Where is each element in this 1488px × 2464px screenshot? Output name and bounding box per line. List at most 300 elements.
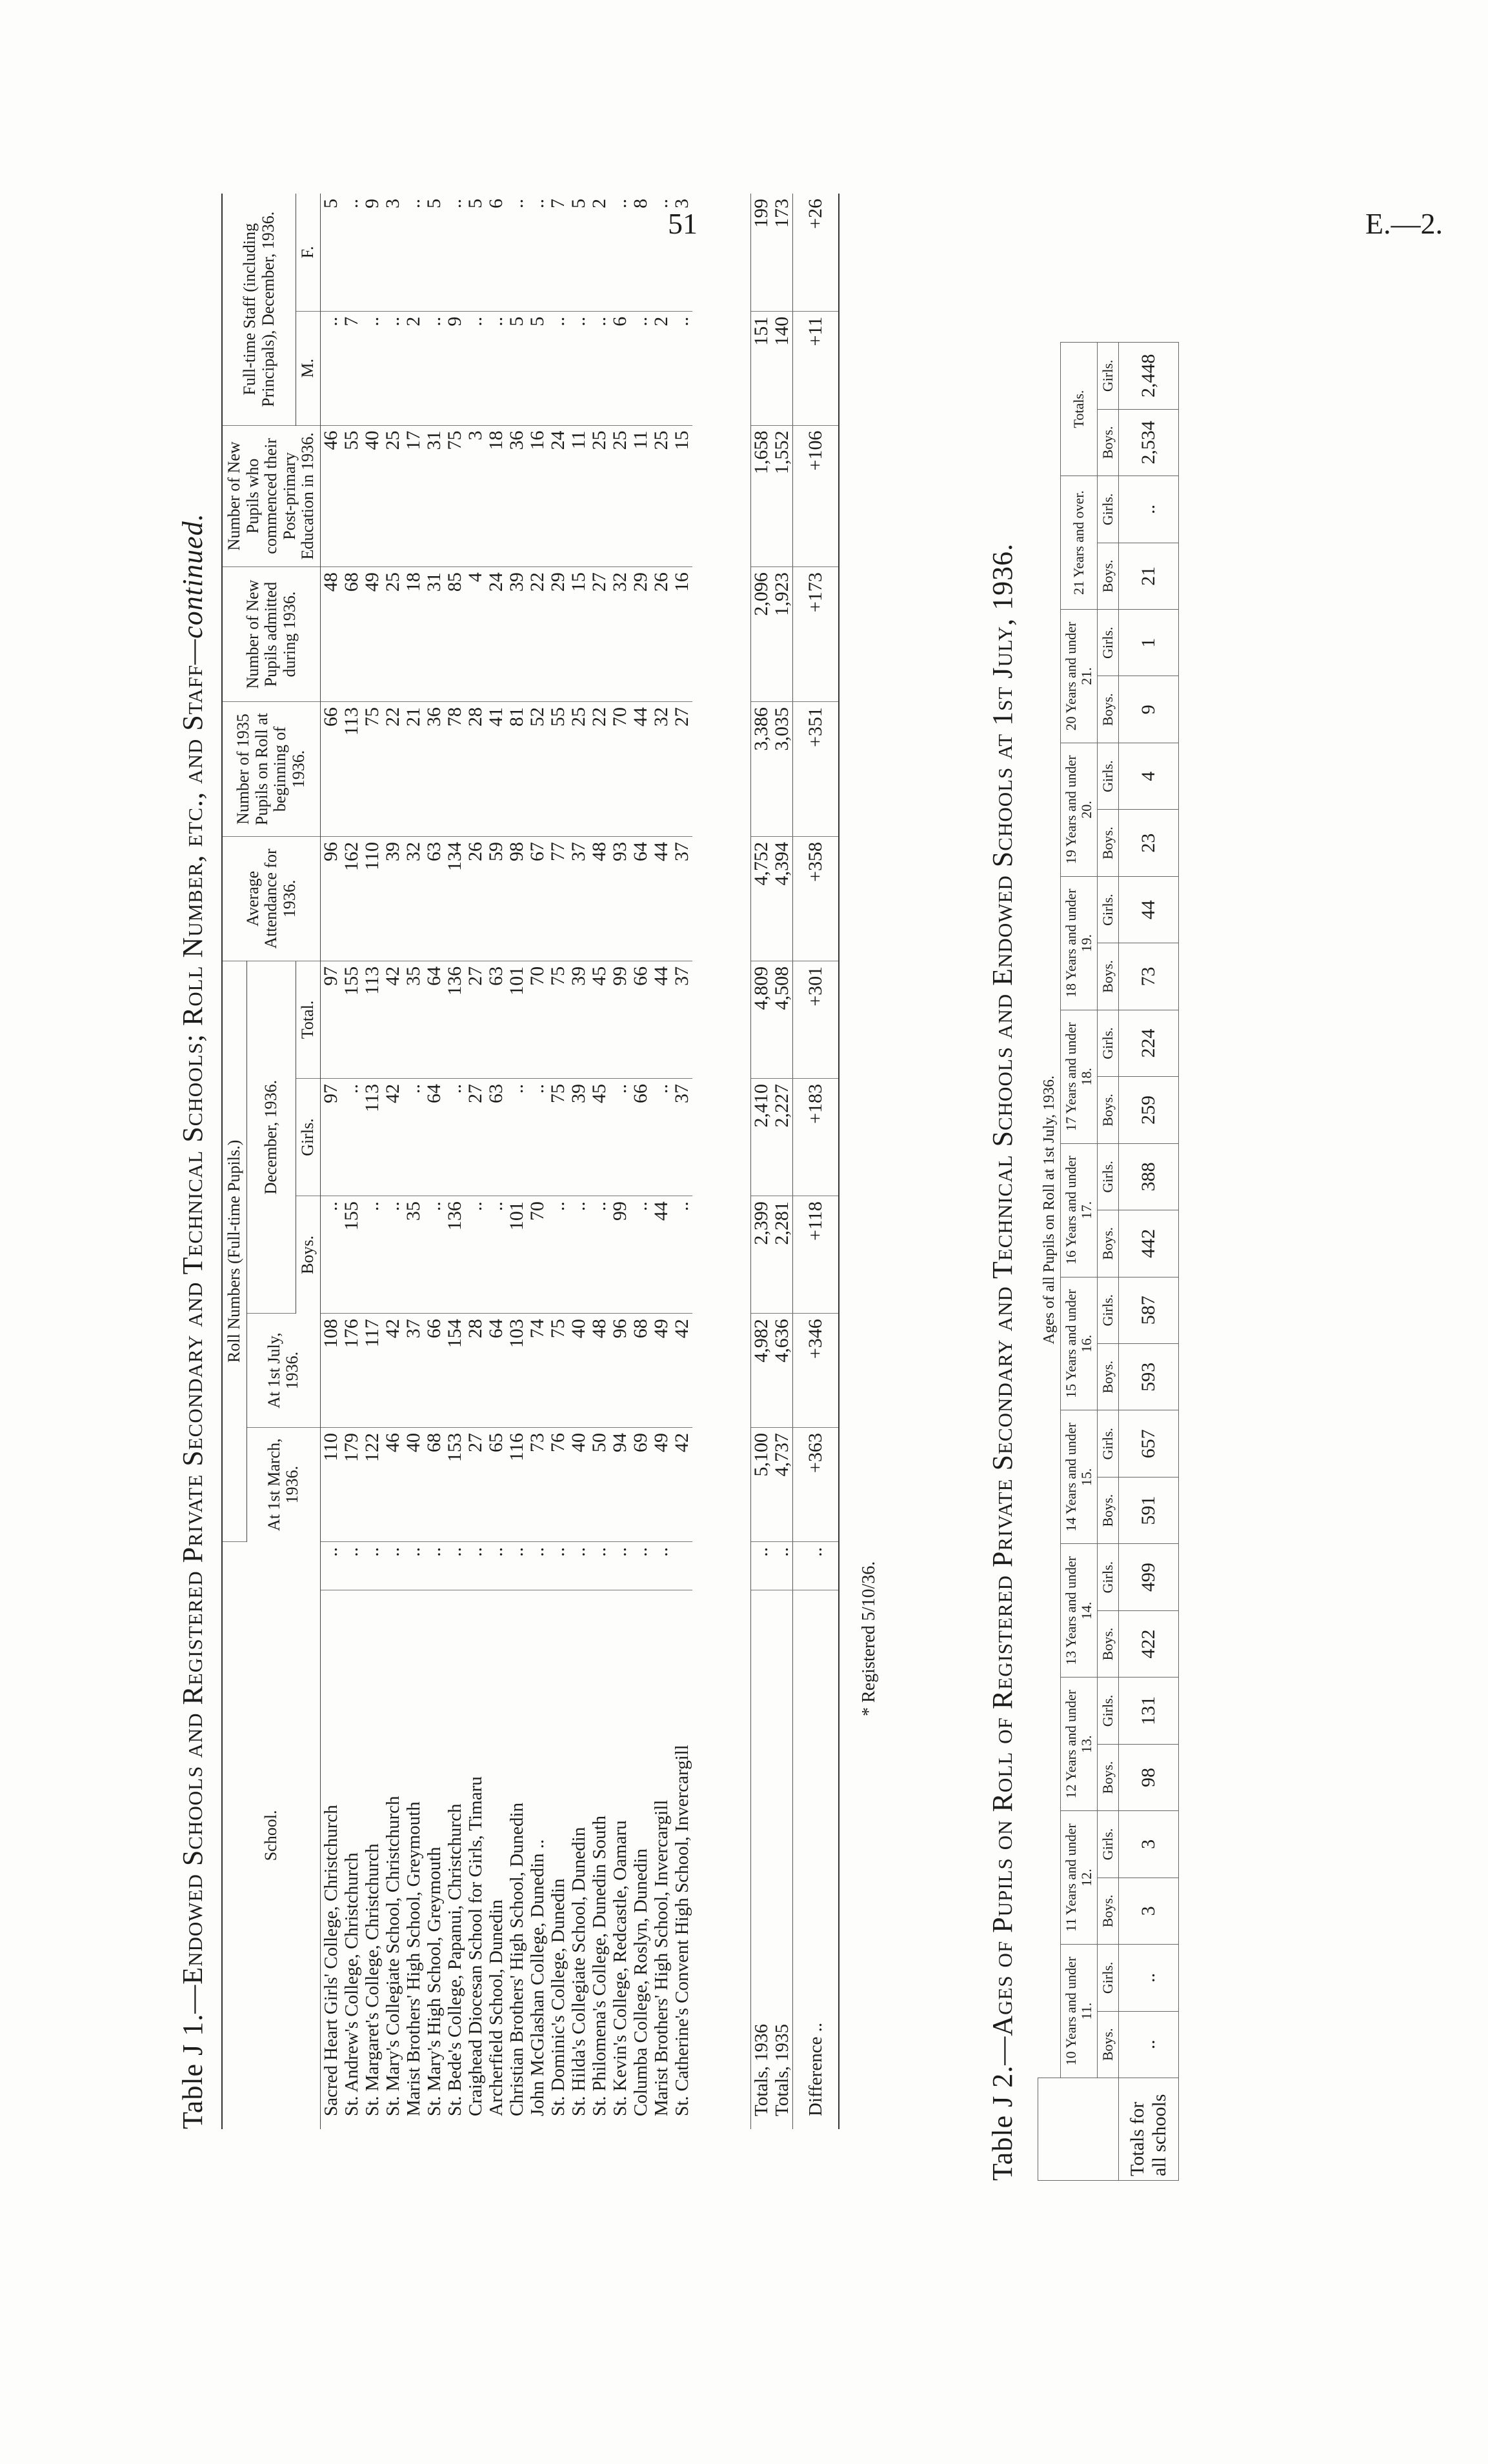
cell-boys: .. [362, 1196, 383, 1314]
page-number: 51 [668, 207, 698, 240]
girls-header: Girls. [1098, 1143, 1119, 1210]
cell-admitted: 48 [320, 567, 341, 702]
table-row [362, 194, 383, 2129]
table-row [589, 194, 610, 2129]
cell-newpp: 25 [589, 425, 610, 567]
age-value-cell: 131 [1119, 1678, 1179, 1744]
cell-girls: .. [507, 1079, 527, 1196]
age-value-cell: 2,534 [1119, 409, 1179, 476]
cell-july: 64 [486, 1314, 507, 1428]
age-group-header: 15 Years and under 16. [1060, 1277, 1097, 1410]
girls-header: Girls. [1098, 1811, 1119, 1878]
cell-july: 4,982 [750, 1314, 772, 1428]
table-row [507, 194, 527, 2129]
cell-july: 4,636 [772, 1314, 793, 1428]
cell-march: 65 [486, 1428, 507, 1542]
cell-m: .. [589, 311, 610, 425]
leader-dots: .. [341, 1541, 362, 1590]
cell-p1935: 52 [527, 702, 548, 837]
cell-p1935: 44 [630, 702, 651, 837]
cell-girls: .. [341, 1079, 362, 1196]
cell-july: 68 [630, 1314, 651, 1428]
table-row [341, 194, 362, 2129]
girls-header: Girls. [1098, 1277, 1119, 1343]
school-name: St. Mary's High School, Greymouth [423, 1847, 445, 2116]
school-name: Christian Brothers' High School, Dunedin [506, 1802, 527, 2116]
cell-admitted: 85 [445, 567, 465, 702]
boys-header: Boys. [1098, 2011, 1119, 2078]
cell-july: 75 [548, 1314, 568, 1428]
cell-boys: 99 [610, 1196, 630, 1314]
cell-boys: .. [568, 1196, 589, 1314]
leader-dots: .. [403, 1541, 424, 1590]
girls-header: Girls. [1098, 476, 1119, 543]
boys-header: Boys. [1098, 676, 1119, 743]
cell-girls: .. [651, 1079, 672, 1196]
cell-boys: .. [465, 1196, 486, 1314]
age-group-header: 13 Years and under 14. [1060, 1544, 1097, 1678]
table-j1-title-suffix: —continued. [177, 513, 208, 665]
school-name: Marist Brothers' High School, Greymouth [403, 1801, 424, 2116]
cell-admitted: 24 [486, 567, 507, 702]
cell-boys: 35 [403, 1196, 424, 1314]
cell-m: 7 [341, 311, 362, 425]
cell-admitted: 49 [362, 567, 383, 702]
cell-p1935: 28 [465, 702, 486, 837]
cell-newpp: 25 [610, 425, 630, 567]
age-value-cell: .. [1119, 476, 1179, 543]
cell-m: 9 [445, 311, 465, 425]
cell-admitted: 22 [527, 567, 548, 702]
age-value-cell: 2,448 [1119, 343, 1179, 410]
cell-july: 49 [651, 1314, 672, 1428]
cell-newpp: 31 [424, 425, 445, 567]
cell-m: 2 [651, 311, 672, 425]
age-value-cell: .. [1119, 1945, 1179, 2011]
header-new-admitted: Number of New Pupils admitted during 1936. [222, 567, 320, 702]
cell-total: 63 [486, 961, 507, 1078]
cell-m: 151 [750, 311, 772, 425]
cell-newpp: 1,552 [772, 425, 793, 567]
table-j2-container [974, 232, 1297, 2181]
cell-p1935: 113 [341, 702, 362, 837]
age-value-cell: 21 [1119, 543, 1179, 609]
table-row [630, 194, 651, 2129]
school-name: St. Philomena's College, Dunedin South [588, 1816, 610, 2116]
cell-girls: 37 [672, 1079, 692, 1196]
cell-f: .. [651, 194, 672, 311]
leader-dots: .. [548, 1541, 568, 1590]
boys-header: Boys. [1098, 1878, 1119, 1944]
cell-admitted: 16 [672, 567, 692, 702]
cell-girls: 63 [486, 1079, 507, 1196]
cell-avg: 64 [630, 836, 651, 961]
cell-avg: 44 [651, 836, 672, 961]
cell-march: 94 [610, 1428, 630, 1542]
cell-total: 99 [610, 961, 630, 1078]
table-j1 [221, 194, 840, 2129]
cell-avg: 93 [610, 836, 630, 961]
cell-admitted: 31 [424, 567, 445, 702]
boys-header: Boys. [1098, 543, 1119, 609]
table-j1-title-text: —Endowed Schools and Registered Private Secondary and Technical Schools; Roll Number, etc., and Staff [177, 664, 208, 2014]
header-staff: Full-time Staff (including Principals), December, 1936. [222, 194, 296, 425]
cell-m: .. [630, 311, 651, 425]
leader-dots: .. [527, 1541, 548, 1590]
age-group-header: 16 Years and under 17. [1060, 1143, 1097, 1277]
cell-boys: .. [320, 1196, 341, 1314]
cell-avg: 67 [527, 836, 548, 961]
girls-header: Girls. [1098, 1010, 1119, 1076]
cell-f: 3 [672, 194, 692, 311]
school-name: St. Catherine's Convent High School, Invercargill [671, 1745, 692, 2116]
table-row [465, 194, 486, 2129]
cell-march: 122 [362, 1428, 383, 1542]
age-value-cell: 259 [1119, 1077, 1179, 1143]
table-j2-title-prefix: Table J 2. [987, 2065, 1018, 2181]
cell-total: 42 [383, 961, 403, 1078]
cell-march: 5,100 [750, 1428, 772, 1542]
cell-p1935: 21 [403, 702, 424, 837]
leader-dots [672, 1541, 692, 1590]
age-value-cell: 388 [1119, 1143, 1179, 1210]
leader-dots: .. [486, 1541, 507, 1590]
cell-avg: 48 [589, 836, 610, 961]
table-row [527, 194, 548, 2129]
cell-avg: 39 [383, 836, 403, 961]
cell-girls: 97 [320, 1079, 341, 1196]
age-value-cell: 73 [1119, 943, 1179, 1010]
cell-avg: 26 [465, 836, 486, 961]
cell-admitted: 18 [403, 567, 424, 702]
cell-girls: 45 [589, 1079, 610, 1196]
cell-m: 6 [610, 311, 630, 425]
cell-boys: .. [486, 1196, 507, 1314]
cell-avg: 162 [341, 836, 362, 961]
cell-admitted: 1,923 [772, 567, 793, 702]
age-group-header: Totals. [1060, 343, 1097, 476]
cell-girls: 42 [383, 1079, 403, 1196]
cell-total: 39 [568, 961, 589, 1078]
girls-header: Girls. [1098, 1544, 1119, 1610]
cell-avg: 110 [362, 836, 383, 961]
cell-p1935: 22 [589, 702, 610, 837]
table-j1-body [320, 194, 839, 2129]
cell-march: 27 [465, 1428, 486, 1542]
cell-newpp: 11 [630, 425, 651, 567]
cell-july: 28 [465, 1314, 486, 1428]
cell-total: 136 [445, 961, 465, 1078]
school-name: Columba College, Roslyn, Dunedin [630, 1848, 651, 2116]
age-group-header: 10 Years and under 11. [1060, 1945, 1097, 2078]
age-group-header: 21 Years and over. [1060, 476, 1097, 610]
cell-july: 103 [507, 1314, 527, 1428]
cell-boys: .. [383, 1196, 403, 1314]
header-roll-group: Roll Numbers (Full-time Pupils.) [222, 961, 246, 1541]
cell-m: 5 [527, 311, 548, 425]
cell-p1935: 81 [507, 702, 527, 837]
table-row [424, 194, 445, 2129]
school-name: Sacred Heart Girls' College, Christchurch [320, 1805, 341, 2116]
boys-header: Boys. [1098, 409, 1119, 476]
cell-girls: 75 [548, 1079, 568, 1196]
header-girls: Girls. [296, 1079, 321, 1196]
leader-dots: .. [568, 1541, 589, 1590]
header-pupils-1935: Number of 1935 Pupils on Roll at beginning of 1936. [222, 702, 320, 837]
cell-admitted: 29 [630, 567, 651, 702]
cell-total: 66 [630, 961, 651, 1078]
age-group-header: 18 Years and under 19. [1060, 876, 1097, 1010]
table-j2 [1038, 342, 1179, 2181]
cell-admitted: 2,096 [750, 567, 772, 702]
age-value-cell: 98 [1119, 1744, 1179, 1810]
cell-march: 116 [507, 1428, 527, 1542]
age-group-header: 12 Years and under 13. [1060, 1678, 1097, 1811]
cell-girls: +183 [792, 1079, 839, 1196]
cell-p1935: 75 [362, 702, 383, 837]
age-value-cell: 3 [1119, 1811, 1179, 1878]
table-j2-row-label: Totals for all schools [1119, 2078, 1179, 2181]
age-value-cell: 9 [1119, 676, 1179, 743]
girls-header: Girls. [1098, 1945, 1119, 2011]
cell-newpp: 16 [527, 425, 548, 567]
table-j1-footnote: * Registered 5/10/36. [858, 1561, 879, 1716]
cell-boys: .. [424, 1196, 445, 1314]
cell-boys: .. [589, 1196, 610, 1314]
age-value-cell: 587 [1119, 1277, 1179, 1343]
cell-girls: .. [445, 1079, 465, 1196]
cell-avg: 98 [507, 836, 527, 961]
cell-july: 154 [445, 1314, 465, 1428]
age-value-cell: 657 [1119, 1410, 1179, 1477]
cell-march: +363 [792, 1428, 839, 1542]
cell-girls: .. [527, 1079, 548, 1196]
school-name: Totals, 1935 [771, 2024, 792, 2116]
leader-dots: .. [320, 1541, 341, 1590]
table-row [383, 194, 403, 2129]
cell-july: 37 [403, 1314, 424, 1428]
header-staff-m: M. [296, 311, 321, 425]
school-name: St. Mary's Collegiate School, Christchurch [382, 1796, 403, 2116]
cell-p1935: 22 [383, 702, 403, 837]
cell-admitted: +173 [792, 567, 839, 702]
cell-m: .. [320, 311, 341, 425]
cell-total: 27 [465, 961, 486, 1078]
cell-f: 199 [750, 194, 772, 311]
cell-f: 2 [589, 194, 610, 311]
age-value-cell: 593 [1119, 1344, 1179, 1410]
cell-f: .. [527, 194, 548, 311]
header-at-july: At 1st July, 1936. [246, 1314, 320, 1428]
cell-avg: 32 [403, 836, 424, 961]
school-name: St. Kevin's College, Redcastle, Oamaru [609, 1820, 630, 2116]
cell-boys: .. [630, 1196, 651, 1314]
cell-f: 6 [486, 194, 507, 311]
girls-header: Girls. [1098, 876, 1119, 943]
cell-march: 49 [651, 1428, 672, 1542]
leader-dots: .. [383, 1541, 403, 1590]
table-row [672, 194, 692, 2129]
girls-header: Girls. [1098, 343, 1119, 410]
age-group-header: 14 Years and under 15. [1060, 1410, 1097, 1544]
cell-july: 48 [589, 1314, 610, 1428]
cell-p1935: 66 [320, 702, 341, 837]
age-value-cell: 44 [1119, 876, 1179, 943]
cell-p1935: 25 [568, 702, 589, 837]
school-name: Difference .. [792, 1590, 839, 2129]
cell-july: 96 [610, 1314, 630, 1428]
cell-p1935: 32 [651, 702, 672, 837]
girls-header: Girls. [1098, 1410, 1119, 1477]
table-j2-totals-row [1119, 343, 1179, 2181]
cell-total: 75 [548, 961, 568, 1078]
cell-avg: 59 [486, 836, 507, 961]
cell-boys: +118 [792, 1196, 839, 1314]
age-value-cell: 442 [1119, 1210, 1179, 1277]
cell-admitted: 27 [589, 567, 610, 702]
cell-girls: 27 [465, 1079, 486, 1196]
boys-header: Boys. [1098, 1610, 1119, 1677]
cell-f: 5 [465, 194, 486, 311]
age-value-cell: 224 [1119, 1010, 1179, 1076]
cell-p1935: +351 [792, 702, 839, 837]
cell-total: 4,508 [772, 961, 793, 1078]
cell-boys: 155 [341, 1196, 362, 1314]
cell-p1935: 3,035 [772, 702, 793, 837]
leader-dots: .. [362, 1541, 383, 1590]
cell-total: 64 [424, 961, 445, 1078]
cell-newpp: 40 [362, 425, 383, 567]
leader-dots: .. [651, 1541, 672, 1590]
cell-p1935: 70 [610, 702, 630, 837]
header-new-postprimary: Number of New Pupils who commenced their Post-primary Education in 1936. [222, 425, 320, 567]
spacer-row [692, 194, 751, 2129]
cell-total: 97 [320, 961, 341, 1078]
boys-header: Boys. [1098, 1210, 1119, 1277]
cell-girls: .. [610, 1079, 630, 1196]
leader-dots: .. [630, 1541, 651, 1590]
age-group-header: 20 Years and under 21. [1060, 610, 1097, 743]
header-at-march: At 1st March, 1936. [246, 1428, 320, 1542]
cell-march: 73 [527, 1428, 548, 1542]
age-value-cell: .. [1119, 2011, 1179, 2078]
table-j2-sex-row [1098, 343, 1119, 2181]
cell-avg: 37 [568, 836, 589, 961]
cell-march: 68 [424, 1428, 445, 1542]
cell-f: 5 [424, 194, 445, 311]
school-name: Totals, 1936 [750, 1590, 772, 2129]
table-row [548, 194, 568, 2129]
cell-f: 7 [548, 194, 568, 311]
cell-total: 4,809 [750, 961, 772, 1078]
age-group-header: 19 Years and under 20. [1060, 743, 1097, 876]
cell-admitted: 68 [341, 567, 362, 702]
cell-f: .. [403, 194, 424, 311]
girls-header: Girls. [1098, 1678, 1119, 1744]
cell-newpp: 11 [568, 425, 589, 567]
table-j1-title-prefix: Table J 1. [177, 2013, 208, 2129]
cell-f: .. [610, 194, 630, 311]
school-name: St. Bede's College, Papanui, Christchurch [444, 1803, 465, 2116]
table-j2-corner [1038, 2078, 1119, 2181]
cell-total: 37 [672, 961, 692, 1078]
cell-admitted: 4 [465, 567, 486, 702]
table-row [445, 194, 465, 2129]
table-j2-title-text: —Ages of Pupils on Roll of Registered Private Secondary and Technical Schools and Endowed Schools at 1st July, 1936. [987, 543, 1018, 2065]
cell-march: 69 [630, 1428, 651, 1542]
age-group-header: 17 Years and under 18. [1060, 1010, 1097, 1143]
boys-header: Boys. [1098, 1744, 1119, 1810]
cell-f: .. [341, 194, 362, 311]
leader-dots: .. [424, 1541, 445, 1590]
cell-july: +346 [792, 1314, 839, 1428]
table-j2-span-header: Ages of all Pupils on Roll at 1st July, 1936. [1038, 343, 1061, 2078]
cell-girls: 64 [424, 1079, 445, 1196]
cell-july: 40 [568, 1314, 589, 1428]
school-name: John McGlashan College, Dunedin .. [527, 1839, 548, 2116]
cell-total: 45 [589, 961, 610, 1078]
cell-newpp: 15 [672, 425, 692, 567]
header-school: School. [222, 1541, 320, 2129]
cell-f: 173 [772, 194, 793, 311]
cell-july: 176 [341, 1314, 362, 1428]
cell-newpp: 3 [465, 425, 486, 567]
header-total: Total. [296, 961, 321, 1078]
cell-july: 42 [383, 1314, 403, 1428]
cell-admitted: 26 [651, 567, 672, 702]
cell-m: .. [486, 311, 507, 425]
cell-boys: 70 [527, 1196, 548, 1314]
school-name: St. Hilda's Collegiate School, Dunedin [568, 1827, 589, 2116]
cell-july: 42 [672, 1314, 692, 1428]
age-value-cell: 1 [1119, 610, 1179, 676]
cell-girls: 113 [362, 1079, 383, 1196]
cell-avg: 77 [548, 836, 568, 961]
cell-girls: 39 [568, 1079, 589, 1196]
table-j2-title [974, 232, 1031, 2181]
cell-march: 46 [383, 1428, 403, 1542]
cell-f: .. [507, 194, 527, 311]
school-name: St. Margaret's College, Christchurch [361, 1843, 383, 2116]
cell-girls: 66 [630, 1079, 651, 1196]
table-j2-age-row [1060, 343, 1097, 2181]
table-row [651, 194, 672, 2129]
cell-newpp: 18 [486, 425, 507, 567]
school-name: Craighead Diocesan School for Girls, Timaru [465, 1776, 486, 2116]
age-value-cell: 499 [1119, 1544, 1179, 1610]
school-name: Archerfield School, Dunedin [485, 1899, 507, 2116]
age-value-cell: 4 [1119, 743, 1179, 809]
cell-march: 42 [672, 1428, 692, 1542]
cell-m: .. [362, 311, 383, 425]
cell-p1935: 27 [672, 702, 692, 837]
leader-dots: .. [589, 1541, 610, 1590]
table-row [320, 194, 341, 2129]
cell-p1935: 78 [445, 702, 465, 837]
cell-march: 4,737 [772, 1428, 793, 1542]
cell-newpp: 75 [445, 425, 465, 567]
table-row [792, 194, 839, 2129]
header-staff-f: F. [296, 194, 321, 311]
cell-total: 101 [507, 961, 527, 1078]
cell-f: 9 [362, 194, 383, 311]
cell-march: 153 [445, 1428, 465, 1542]
table-row [772, 194, 793, 2129]
age-value-cell: 591 [1119, 1477, 1179, 1543]
cell-total: 113 [362, 961, 383, 1078]
cell-july: 108 [320, 1314, 341, 1428]
boys-header: Boys. [1098, 810, 1119, 876]
